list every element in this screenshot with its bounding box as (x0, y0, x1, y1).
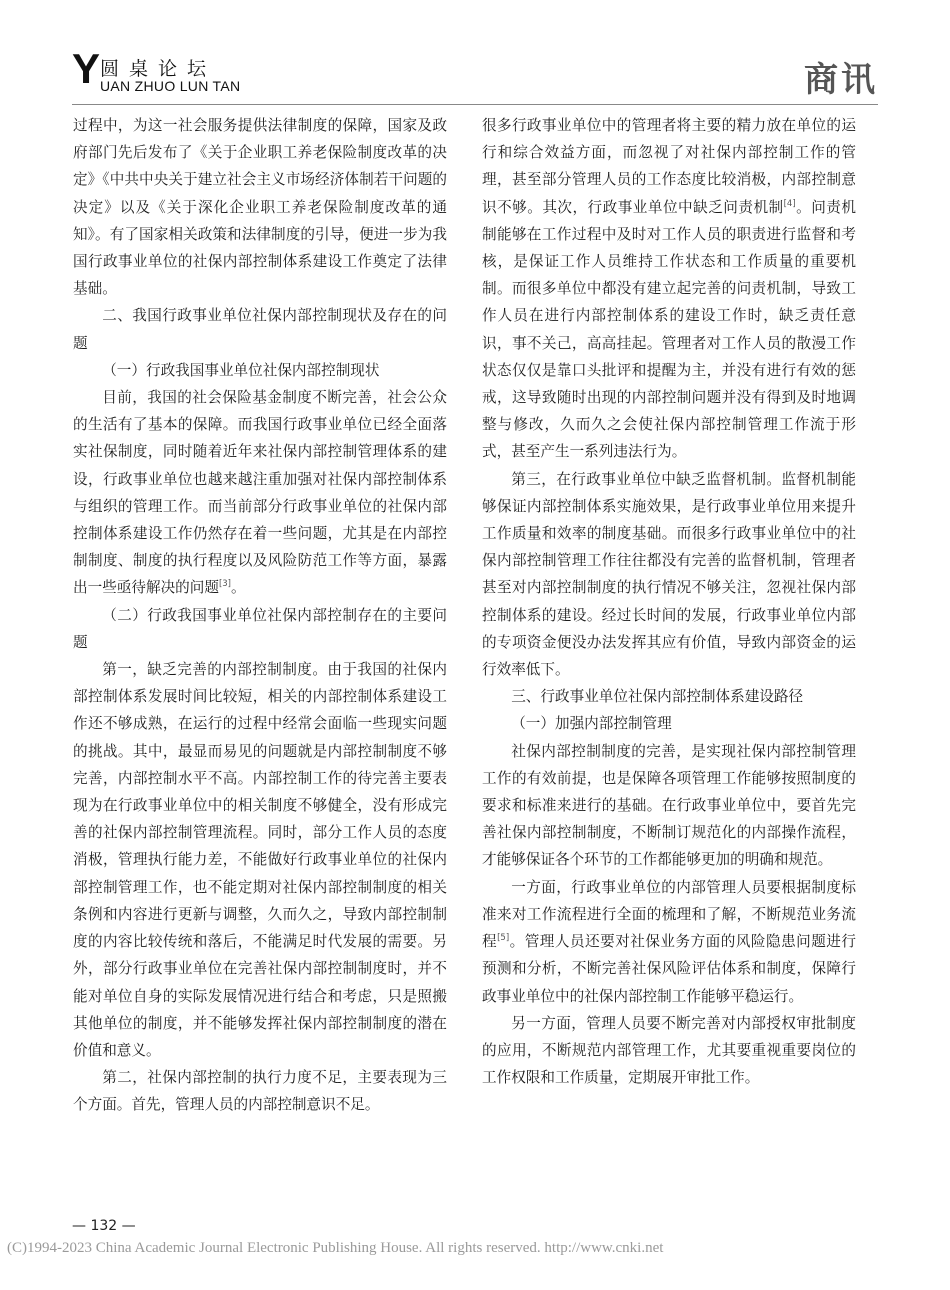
section-heading: 三、行政事业单位社保内部控制体系建设路径 (511, 688, 804, 706)
paragraph-text: 一方面，行政事业单位的内部管理人员要根据制度标准来对工作流程进行全面的梳理和了解，不断规范业务流程 (482, 878, 856, 951)
citation-marker: [5] (497, 933, 510, 944)
citation-marker: [3] (218, 579, 231, 590)
journal-header (72, 45, 878, 102)
subsection-heading: （一）行政我国事业单位社保内部控制现状 (102, 361, 380, 379)
header-divider (72, 104, 878, 105)
subsection-heading: （一）加强内部控制管理 (511, 715, 672, 733)
section-mark: 商讯 (804, 60, 878, 100)
paragraph: 另一方面，管理人员要不断完善对内部授权审批制度的应用，不断规范内部管理工作，尤其要重视重要岗位的工作权限和工作质量，定期展开审批工作。 (482, 1014, 856, 1087)
paragraph-text: 。 (231, 579, 246, 597)
paragraph (482, 112, 856, 466)
paragraph: 第二，社保内部控制的执行力度不足，主要表现为三个方面。首先，管理人员的内部控制意识不足。 (73, 1069, 447, 1114)
paragraph: 社保内部控制制度的完善，是实现社保内部控制管理工作的有效前提，也是保障各项管理工作能够按照制度的要求和标准来进行的基础。在行政事业单位中，要首先完善社保内部控制制度，不断制订规范化的内部操作流程，才能够保证各个环节的工作都能够更加的明确和规范。 (482, 742, 856, 869)
citation-marker: [4] (783, 198, 796, 209)
paragraph-text: 目前，我国的社会保险基金制度不断完善，社会公众的生活有了基本的保障。而我国行政事业单位已经全面落实社保制度，同时随着近年来社保内部控制管理体系的建设，行政事业单位也越来越注重加强对社保内部控制体系与组织的管理工作。而当前部分行政事业单位的社保内部控制体系建设工作仍然存在着一些问题，尤其是在内部控制制度、制度的执行程度以及风险防范工作等方面，暴露出一些亟待解决的问题 (73, 389, 447, 597)
paragraph-text: 。管理人员还要对社保业务方面的风险隐患问题进行预测和分析，不断完善社保风险评估体系和制度，保障行政事业单位中的社保内部控制工作能够平稳运行。 (482, 933, 856, 1005)
paragraph-text: 。问责机制能够在工作过程中及时对工作人员的职责进行监督和考核，是保证工作人员维持工作状态和工作质量的重要机制。而很多单位中都没有建立起完善的问责机制，导致工作人员在进行内部控制体系的建设工作时，缺乏责任意识，事不关己，高高挂起。管理者对工作人员的散漫工作状态仅仅是靠口头批评和提醒为主，并没有进行有效的惩戒，这导致随时出现的内部控制问题并没有得到及时地调整与修改，久而久之会使社保内部控制管理工作流于形式，甚至产生一系列违法行为。 (482, 198, 856, 461)
section-heading: 二、我国行政事业单位社保内部控制现状及存在的问题 (73, 307, 447, 352)
right-column (482, 112, 856, 1091)
left-column (73, 112, 447, 1119)
subsection-heading: （二）行政我国事业单位社保内部控制存在的主要问题 (73, 606, 447, 651)
paragraph-text: 很多行政事业单位中的管理者将主要的精力放在单位的运行和综合效益方面，而忽视了对社保内部控制工作的管理，甚至部分管理人员的工作态度比较消极，内部控制意识不够。其次，行政事业单位中缺乏问责机制 (482, 117, 856, 216)
paragraph (73, 384, 447, 602)
copyright-notice: (C)1994-2023 China Academic Journal Electronic Publishing House. All rights reserved. http://www.cnki.net (7, 1240, 664, 1256)
journal-logo-chinese: 圆桌论坛 (100, 58, 217, 80)
page-number: — 132 — (72, 1218, 136, 1234)
paragraph: 过程中，为这一社会服务提供法律制度的保障，国家及政府部门先后发布了《关于企业职工养老保险制度改革的决定》《中共中央关于建立社会主义市场经济体制若干问题的决定》以及《关于深化企业职工养老保险制度改革的通知》。有了国家相关政策和法律制度的引导，便进一步为我国行政事业单位的社保内部控制体系建设工作奠定了法律基础。 (73, 117, 447, 298)
journal-logo-initial: Y (72, 45, 101, 92)
paragraph: 第三，在行政事业单位中缺乏监督机制。监督机制能够保证内部控制体系实施效果，是行政事业单位用来提升工作质量和效率的制度基础。而很多行政事业单位中的社保内部控制管理工作往往都没有完善的监督机制，管理者甚至对内部控制制度的执行情况不够关注，忽视社保内部控制体系的建设。经过长时间的发展，行政事业单位内部的专项资金便没办法发挥其应有价值，导致内部资金的运行效率低下。 (482, 470, 856, 679)
journal-logo-english: UAN ZHUO LUN TAN (100, 78, 241, 94)
paragraph: 第一，缺乏完善的内部控制制度。由于我国的社保内部控制体系发展时间比较短，相关的内部控制体系建设工作还不够成熟，在运行的过程中经常会面临一些现实问题的挑战。其中，最显而易见的问题就是内部控制制度不够完善，内部控制水平不高。内部控制工作的待完善主要表现为在行政事业单位中的相关制度不够健全，没有形成完善的社保内部控制管理流程。同时，部分工作人员的态度消极，管理执行能力差，不能做好行政事业单位的社保内部控制管理工作，也不能定期对社保内部控制制度的相关条例和内容进行更新与调整，久而久之，导致内部控制制度的内容比较传统和落后，不能满足时代发展的需要。另外，部分行政事业单位在完善社保内部控制制度时，并不能对单位自身的实际发展情况进行结合和考虑，只是照搬其他单位的制度，并不能够发挥社保内部控制制度的潜在价值和意义。 (73, 661, 447, 1059)
paragraph (482, 874, 856, 1010)
